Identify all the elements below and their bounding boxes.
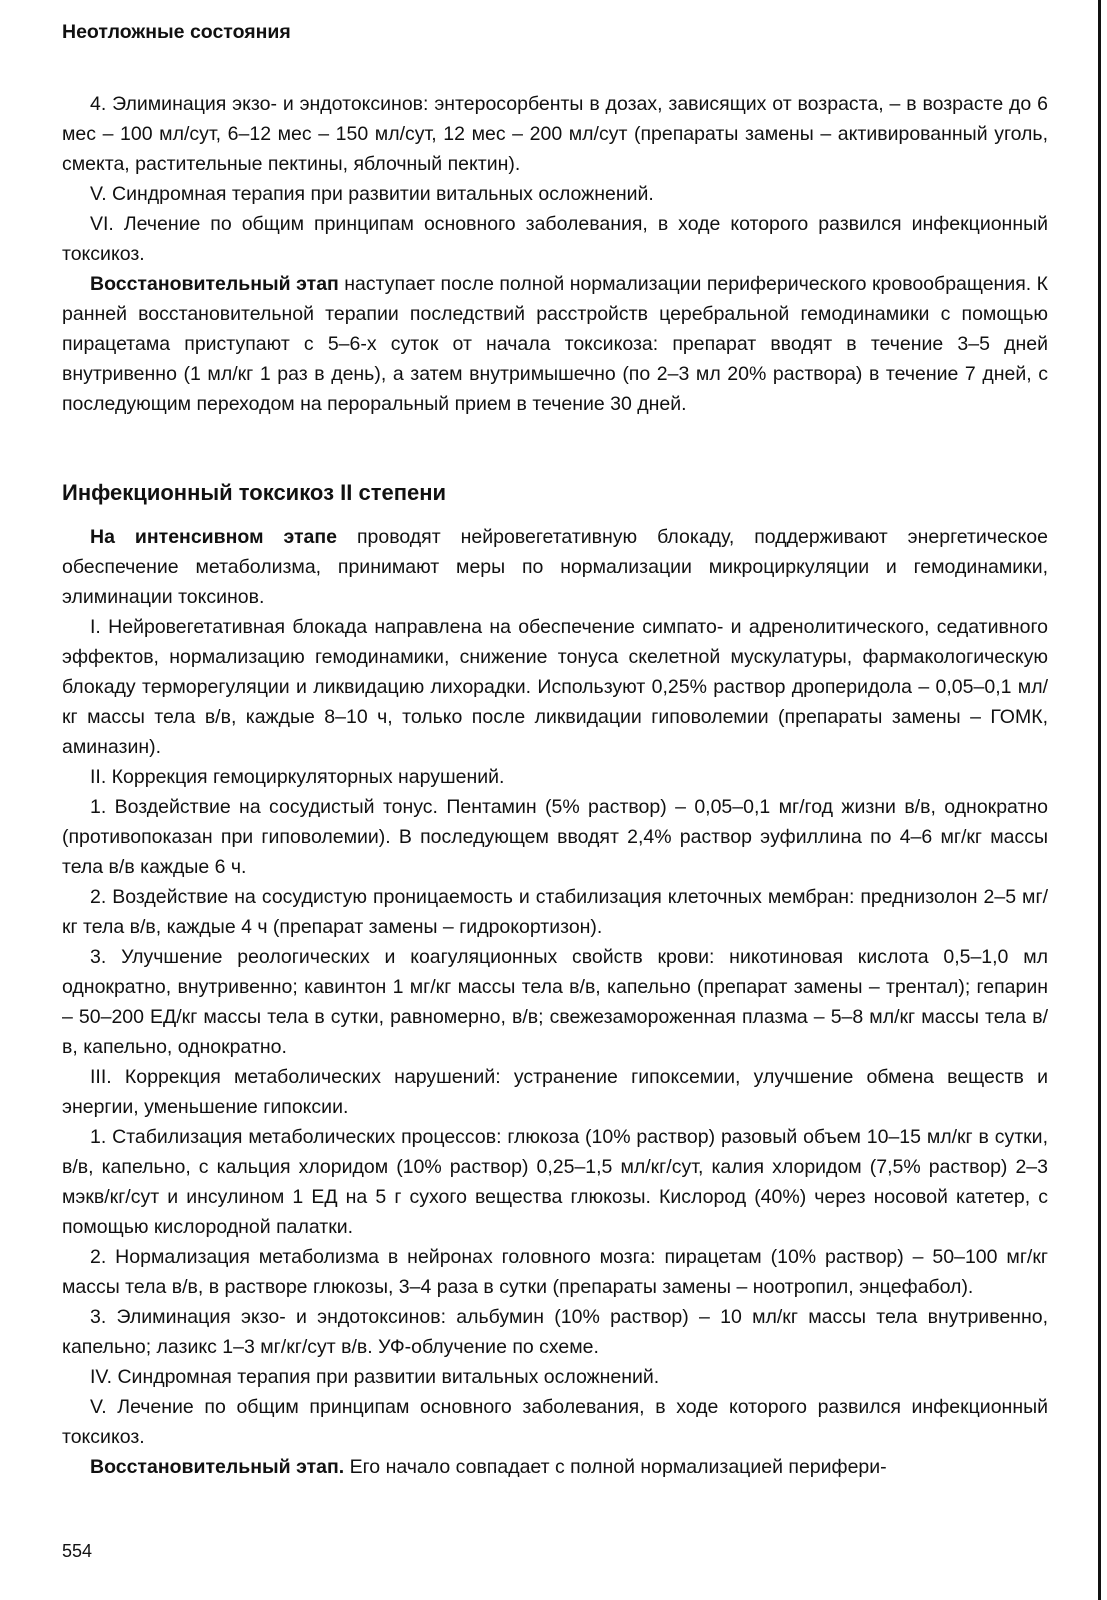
text-run: I. Нейровегетативная блокада направлена на обеспечение симпато- и адренолитического, седативного эффектов, нормализацию гемодинамики, снижение тонуса скелетной мускулатуры, фармакологическую блокаду терморегуляции и ликвидацию лихорадки. Используют 0,25% раствор дроперидола – 0,05–0,1 мл/кг массы тела в/в, каждые 8–10 ч, только после ликвидации гиповолемии (препараты замены – ГОМК, аминазин). — [62, 616, 1048, 758]
paragraph — [62, 89, 1048, 179]
bold-lead-in: На интенсивном этапе — [90, 526, 338, 548]
text-run: Его начало совпадает с полной нормализацией перифери- — [344, 1456, 887, 1478]
section-title: Инфекционный токсикоз II степени — [62, 480, 447, 505]
text-run: 2. Нормализация метаболизма в нейронах головного мозга: пирацетам (10% раствор) – 50–100 мг/кг массы тела в/в, в растворе глюкозы, 3–4 раза в сутки (препараты замены – ноотропил, энцефабол). — [62, 1246, 1048, 1298]
paragraph — [62, 179, 1048, 209]
paragraph — [62, 1452, 1048, 1482]
paragraph — [62, 1062, 1048, 1122]
paragraph — [62, 1122, 1048, 1242]
paragraph — [62, 1392, 1048, 1452]
text-block-top — [62, 89, 1048, 419]
text-run: 3. Элиминация экзо- и эндотоксинов: альбумин (10% раствор) – 10 мл/кг массы тела внутривенно, капельно; лазикс 1–3 мг/кг/сут в/в. УФ-облучение по схеме. — [62, 1306, 1048, 1358]
bold-lead-in: Восстановительный этап — [90, 273, 339, 295]
text-run: 3. Улучшение реологических и коагуляционных свойств крови: никотиновая кислота 0,5–1,0 мл однократно, внутривенно; кавинтон 1 мг/кг массы тела в/в, капельно (препарат замены – трентал); гепарин – 50–200 ЕД/кг массы тела в сутки, равномерно, в/в; свежезамороженная плазма – 5–8 мл/кг массы тела в/в, капельно, однократно. — [62, 946, 1048, 1058]
text-run: 2. Воздействие на сосудистую проницаемость и стабилизация клеточных мембран: преднизолон 2–5 мг/кг тела в/в, каждые 4 ч (препарат замены – гидрокортизон). — [62, 886, 1048, 938]
running-header: Неотложные состояния — [62, 21, 291, 43]
text-run: 4. Элиминация экзо- и эндотоксинов: энтеросорбенты в дозах, зависящих от возраста, – в возрасте до 6 мес – 100 мл/сут, 6–12 мес – 150 мл/сут, 12 мес – 200 мл/сут (препараты замены – активированный уголь, смекта, растительные пектины, яблочный пектин). — [62, 93, 1048, 175]
text-run: наступает после полной нормализации периферического кровообращения. К ранней восстановительной терапии последствий расстройств церебральной гемодинамики с помощью пирацетама приступают с 5–6-х суток от начала токсикоза: препарат вводят в течение 3–5 дней внутривенно (1 мл/кг 1 раз в день), а затем внутримышечно (по 2–3 мл 20% раствора) в течение 7 дней, с последующим переходом на пероральный прием в течение 30 дней. — [62, 273, 1049, 415]
paragraph — [62, 1302, 1048, 1362]
text-run: 1. Воздействие на сосудистый тонус. Пентамин (5% раствор) – 0,05–0,1 мг/год жизни в/в, однократно (противопоказан при гиповолемии). В последующем вводят 2,4% раствор эуфиллина по 4–6 мг/кг массы тела в/в каждые 6 ч. — [62, 796, 1048, 878]
paragraph — [62, 1242, 1048, 1302]
text-run: IV. Синдромная терапия при развитии витальных осложнений. — [90, 1366, 660, 1388]
paragraph — [62, 522, 1048, 612]
paragraph — [62, 882, 1048, 942]
text-block-main — [62, 522, 1048, 1482]
text-run: 1. Стабилизация метаболических процессов: глюкоза (10% раствор) разовый объем 10–15 мл/кг в сутки, в/в, капельно, с кальция хлоридом (10% раствор) 0,25–1,5 мл/кг/сут, калия хлоридом (7,5% раствор) 2–3 мэкв/кг/сут и инсулином 1 ЕД на 5 г сухого вещества глюкозы. Кислород (40%) через носовой катетер, с помощью кислородной палатки. — [62, 1126, 1048, 1238]
page-edge-line — [1098, 0, 1101, 1600]
paragraph — [62, 612, 1048, 762]
text-run: V. Синдромная терапия при развитии витальных осложнений. — [90, 183, 654, 205]
paragraph — [62, 942, 1048, 1062]
text-run: VI. Лечение по общим принципам основного заболевания, в ходе которого развился инфекционный токсикоз. — [62, 213, 1048, 265]
paragraph — [62, 269, 1048, 419]
text-run: II. Коррекция гемоциркуляторных нарушений. — [90, 766, 505, 788]
page-number: 554 — [62, 1541, 93, 1561]
text-run: III. Коррекция метаболических нарушений: устранение гипоксемии, улучшение обмена веществ и энергии, уменьшение гипоксии. — [62, 1066, 1048, 1118]
text-run: проводят нейровегетативную блокаду, поддерживают энергетическое обеспечение метаболизма, принимают меры по нормализации микроциркуляции и гемодинамики, элиминации токсинов. — [62, 526, 1048, 608]
bold-lead-in: Восстановительный этап. — [90, 1456, 345, 1478]
paragraph — [62, 1362, 1048, 1392]
text-run: V. Лечение по общим принципам основного заболевания, в ходе которого развился инфекционный токсикоз. — [62, 1396, 1048, 1448]
paragraph — [62, 209, 1048, 269]
paragraph — [62, 762, 1048, 792]
paragraph — [62, 792, 1048, 882]
